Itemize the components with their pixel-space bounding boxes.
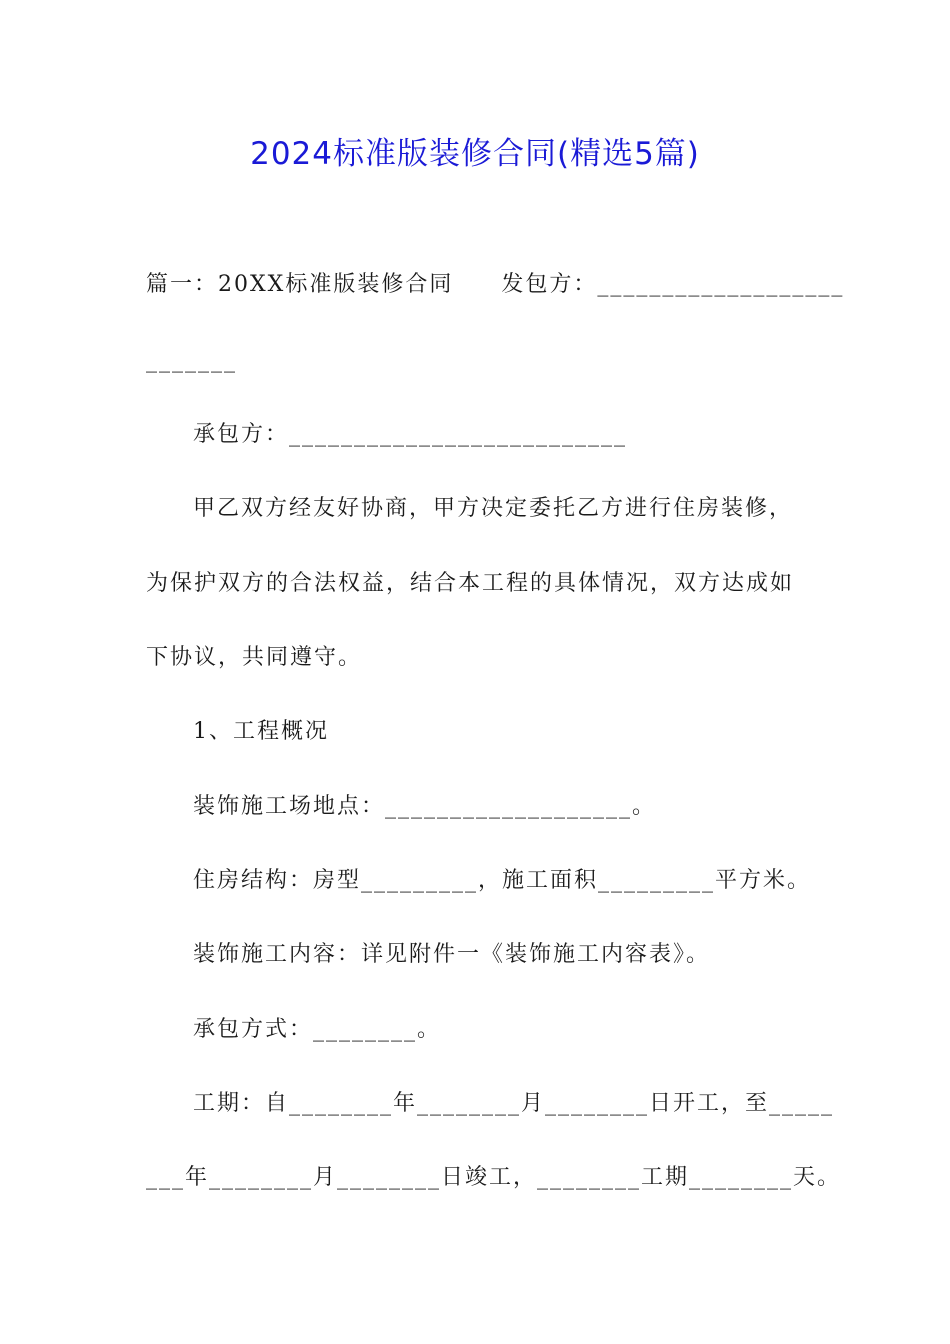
paragraph-line-1: 甲乙双方经友好协商，甲方决定委托乙方进行住房装修，: [193, 496, 794, 521]
schedule-line-1: 工期：自________年________月________日开工，至_____: [193, 1091, 835, 1116]
underline-continuation: _______: [146, 348, 237, 373]
contractor-line: 承包方：__________________________: [193, 422, 628, 447]
schedule-line-2: ___年________月________日竣工，________工期________天。: [146, 1165, 842, 1190]
contract-mode-line: 承包方式：________。: [193, 1017, 442, 1042]
section-heading-line: 篇一：20XX标准版装修合同 发包方：___________________: [146, 272, 845, 297]
site-location-line: 装饰施工场地点：___________________。: [193, 794, 657, 819]
housing-structure-line: 住房结构：房型_________，施工面积_________平方米。: [193, 868, 812, 893]
paragraph-line-2: 为保护双方的合法权益，结合本工程的具体情况，双方达成如: [146, 571, 795, 596]
section-1-heading: 1、工程概况: [193, 719, 329, 744]
paragraph-line-3: 下协议，共同遵守。: [146, 645, 363, 670]
document-title: 2024标准版装修合同(精选5篇): [250, 136, 700, 172]
construction-content-line: 装饰施工内容：详见附件一《装饰施工内容表》。: [193, 942, 711, 967]
